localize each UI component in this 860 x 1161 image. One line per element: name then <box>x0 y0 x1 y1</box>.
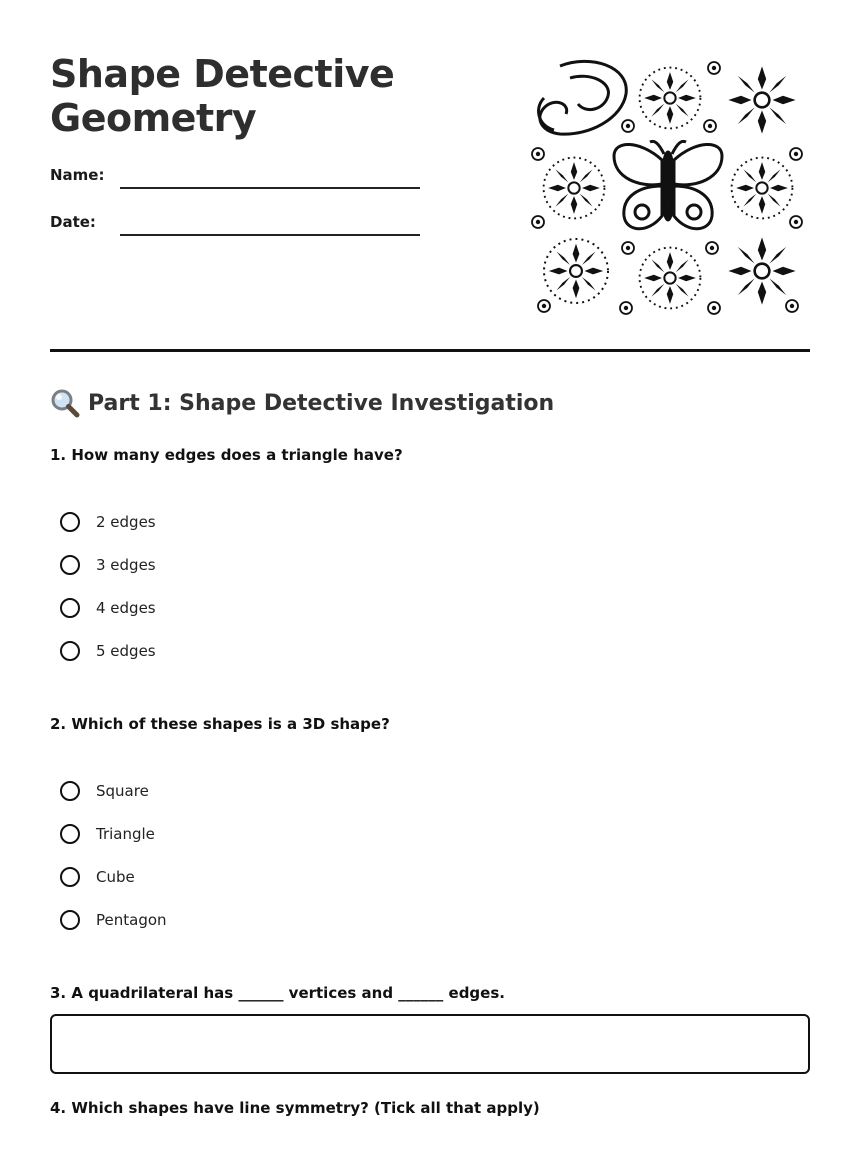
option-label: Square <box>96 782 149 800</box>
option-label: 2 edges <box>96 513 156 531</box>
radio-button[interactable] <box>60 555 80 575</box>
radio-button[interactable] <box>60 824 80 844</box>
option-label: Triangle <box>96 825 155 843</box>
option-label: Pentagon <box>96 911 167 929</box>
section-title-text: Part 1: Shape Detective Investigation <box>88 390 555 416</box>
radio-button[interactable] <box>60 598 80 618</box>
question-1: 1. How many edges does a triangle have? <box>50 446 403 464</box>
q2-option-1[interactable] <box>60 778 149 804</box>
section-title <box>50 388 554 418</box>
q1-option-2[interactable] <box>60 552 156 578</box>
q1-option-3[interactable] <box>60 595 156 621</box>
question-3: 3. A quadrilateral has ______ vertices and ______ edges. <box>50 984 505 1002</box>
q2-option-2[interactable] <box>60 821 155 847</box>
radio-button[interactable] <box>60 867 80 887</box>
radio-button[interactable] <box>60 781 80 801</box>
date-field[interactable] <box>120 234 420 236</box>
q1-option-1[interactable] <box>60 509 156 535</box>
q2-option-3[interactable] <box>60 864 135 890</box>
question-2: 2. Which of these shapes is a 3D shape? <box>50 715 390 733</box>
option-label: 4 edges <box>96 599 156 617</box>
header-divider <box>50 349 810 352</box>
question-4: 4. Which shapes have line symmetry? (Tick all that apply) <box>50 1099 540 1117</box>
q3-answer-box[interactable] <box>50 1014 810 1074</box>
radio-button[interactable] <box>60 512 80 532</box>
title-line-2: Geometry <box>50 96 257 140</box>
option-label: Cube <box>96 868 135 886</box>
radio-button[interactable] <box>60 641 80 661</box>
q2-option-4[interactable] <box>60 907 167 933</box>
option-label: 5 edges <box>96 642 156 660</box>
name-label: Name: <box>50 166 105 184</box>
radio-button[interactable] <box>60 910 80 930</box>
page-title <box>50 52 394 140</box>
q1-option-4[interactable] <box>60 638 156 664</box>
butterfly-floral-pattern-icon <box>530 56 810 320</box>
option-label: 3 edges <box>96 556 156 574</box>
magnifying-glass-icon <box>50 388 80 418</box>
date-label: Date: <box>50 213 96 231</box>
name-field[interactable] <box>120 187 420 189</box>
title-line-1: Shape Detective <box>50 52 395 96</box>
